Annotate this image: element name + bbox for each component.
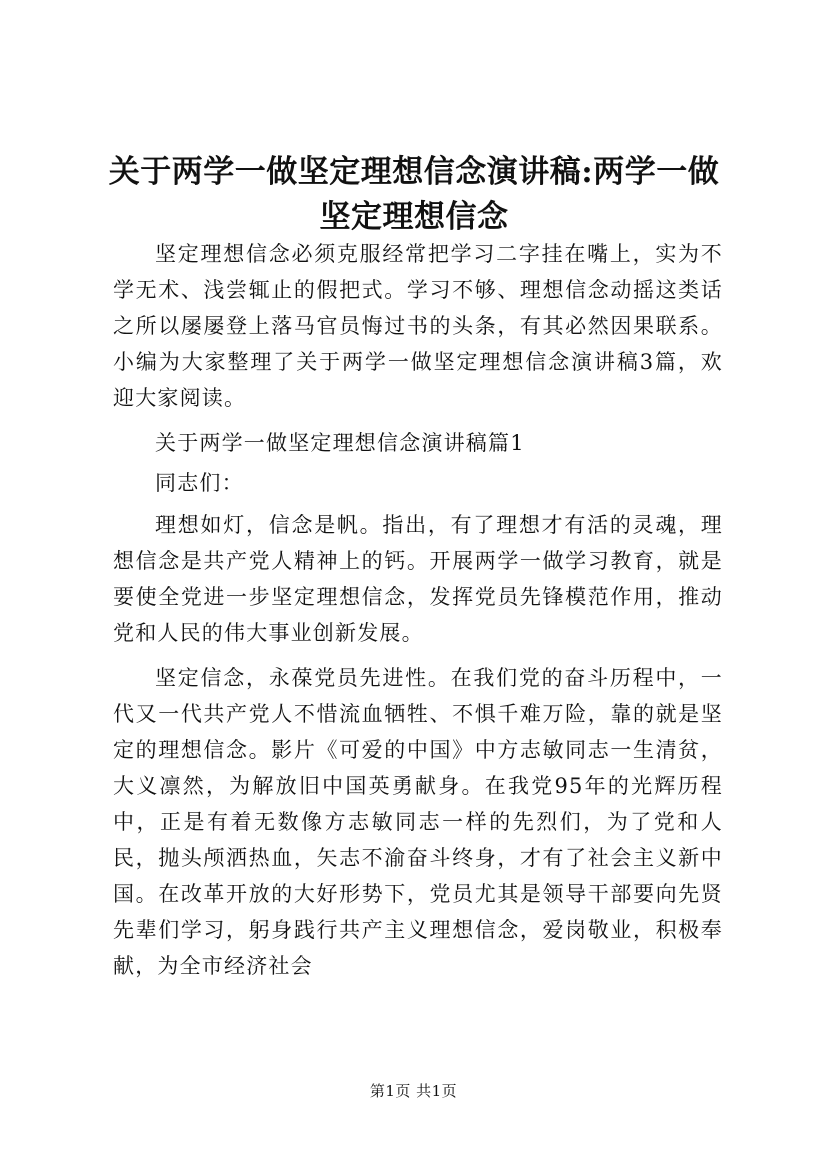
body-paragraph: 坚定信念，永葆党员先进性。在我们党的奋斗历程中，一代又一代共产党人不惜流血牺牲、不惧千难万险，靠的就是坚定的理想信念。影片《可爱的中国》中方志敏同志一生清贫，大义凛然，为解放旧中国英勇献身。在我党95年的光辉历程中，正是有着无数像方志敏同志一样的先烈们，为了党和人民，抛头颅洒热血，矢志不渝奋斗终身，才有了社会主义新中国。在改革开放的大好形势下，党员尤其是领导干部要向先贤先辈们学习，躬身践行共产主义理想信念，爱岗敬业，积极奉献，为全市经济社会: [113, 666, 723, 978]
intro-paragraph: 坚定理想信念必须克服经常把学习二字挂在嘴上，实为不学无术、浅尝辄止的假把式。学习不够、理想信念动摇这类话之所以屡屡登上落马官员悔过书的头条，有其必然因果联系。小编为大家整理了关于两学一做坚定理想信念演讲稿3篇，欢迎大家阅读。: [113, 242, 723, 410]
page-footer: 第1页 共1页: [369, 1082, 458, 1100]
section-heading: 关于两学一做坚定理想信念演讲稿篇1: [155, 431, 525, 455]
document-title: 关于两学一做坚定理想信念演讲稿:两学一做坚定理想信念: [108, 154, 720, 235]
greeting-line: 同志们：: [155, 471, 244, 495]
document-body: [113, 236, 723, 993]
body-paragraph: 理想如灯，信念是帆。指出，有了理想才有活的灵魂，理想信念是共产党人精神上的钙。开展两学一做学习教育，就是要使全党进一步坚定理想信念，发挥党员先锋模范作用，推动党和人民的伟大事业创新发展。: [113, 513, 723, 645]
